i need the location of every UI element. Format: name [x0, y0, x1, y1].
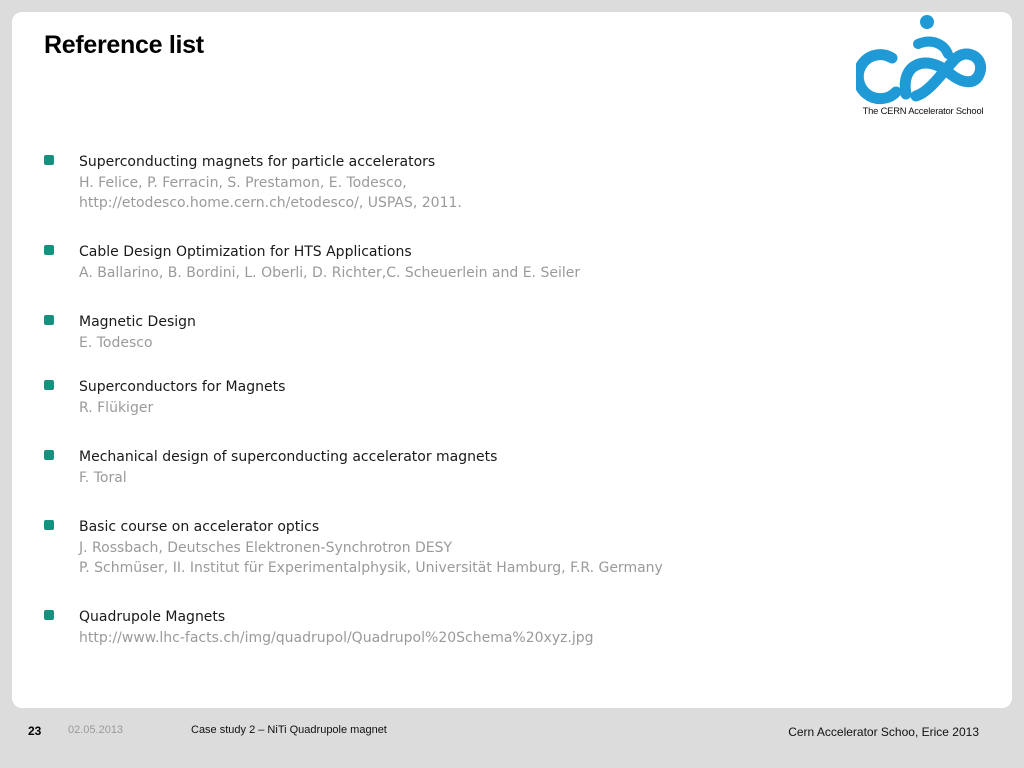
reference-title: Mechanical design of superconducting accelerator magnets: [79, 449, 498, 465]
bullet-icon: [44, 380, 54, 390]
reference-detail: F. Toral: [79, 469, 127, 486]
bullet-icon: [44, 155, 54, 165]
reference-detail: J. Rossbach, Deutsches Elektronen-Synchrotron DESY: [79, 539, 453, 556]
cas-logo-mark: [856, 14, 988, 106]
reference-detail: R. Flükiger: [79, 399, 154, 416]
reference-title: Superconductors for Magnets: [79, 379, 286, 395]
reference-detail: P. Schmüser, II. Institut für Experimentalphysik, Universität Hamburg, F.R. Germany: [79, 560, 663, 576]
bullet-icon: [44, 450, 54, 460]
reference-title: Basic course on accelerator optics: [79, 519, 320, 535]
logo-caption: The CERN Accelerator School: [862, 105, 984, 116]
bullet-icon: [44, 610, 54, 620]
cas-logo: [856, 14, 988, 120]
footer-date: 02.05.2013: [68, 724, 124, 736]
footer-case-study: Case study 2 – NiTi Quadrupole magnet: [191, 724, 387, 736]
reference-title: Magnetic Design: [79, 314, 196, 330]
reference-title: Quadrupole Magnets: [79, 609, 226, 625]
reference-detail: E. Todesco: [79, 334, 153, 351]
bullet-icon: [44, 245, 54, 255]
bullet-icon: [44, 315, 54, 325]
reference-title: Cable Design Optimization for HTS Applications: [79, 244, 412, 260]
slide-canvas: [12, 12, 1012, 708]
slide-footer: [0, 708, 1024, 768]
footer-school: Cern Accelerator Schoo, Erice 2013: [788, 725, 979, 739]
page-number: 23: [28, 724, 42, 738]
reference-detail: http://etodesco.home.cern.ch/etodesco/, USPAS, 2011.: [79, 195, 462, 211]
slide-title: Reference list: [44, 31, 204, 59]
reference-detail: H. Felice, P. Ferracin, S. Prestamon, E. Todesco,: [79, 174, 407, 191]
reference-title: Superconducting magnets for particle accelerators: [79, 154, 436, 170]
reference-detail: http://www.lhc-facts.ch/img/quadrupol/Quadrupol%20Schema%20xyz.jpg: [79, 629, 594, 646]
reference-detail: A. Ballarino, B. Bordini, L. Oberli, D. Richter,C. Scheuerlein and E. Seiler: [79, 264, 581, 281]
bullet-icon: [44, 520, 54, 530]
